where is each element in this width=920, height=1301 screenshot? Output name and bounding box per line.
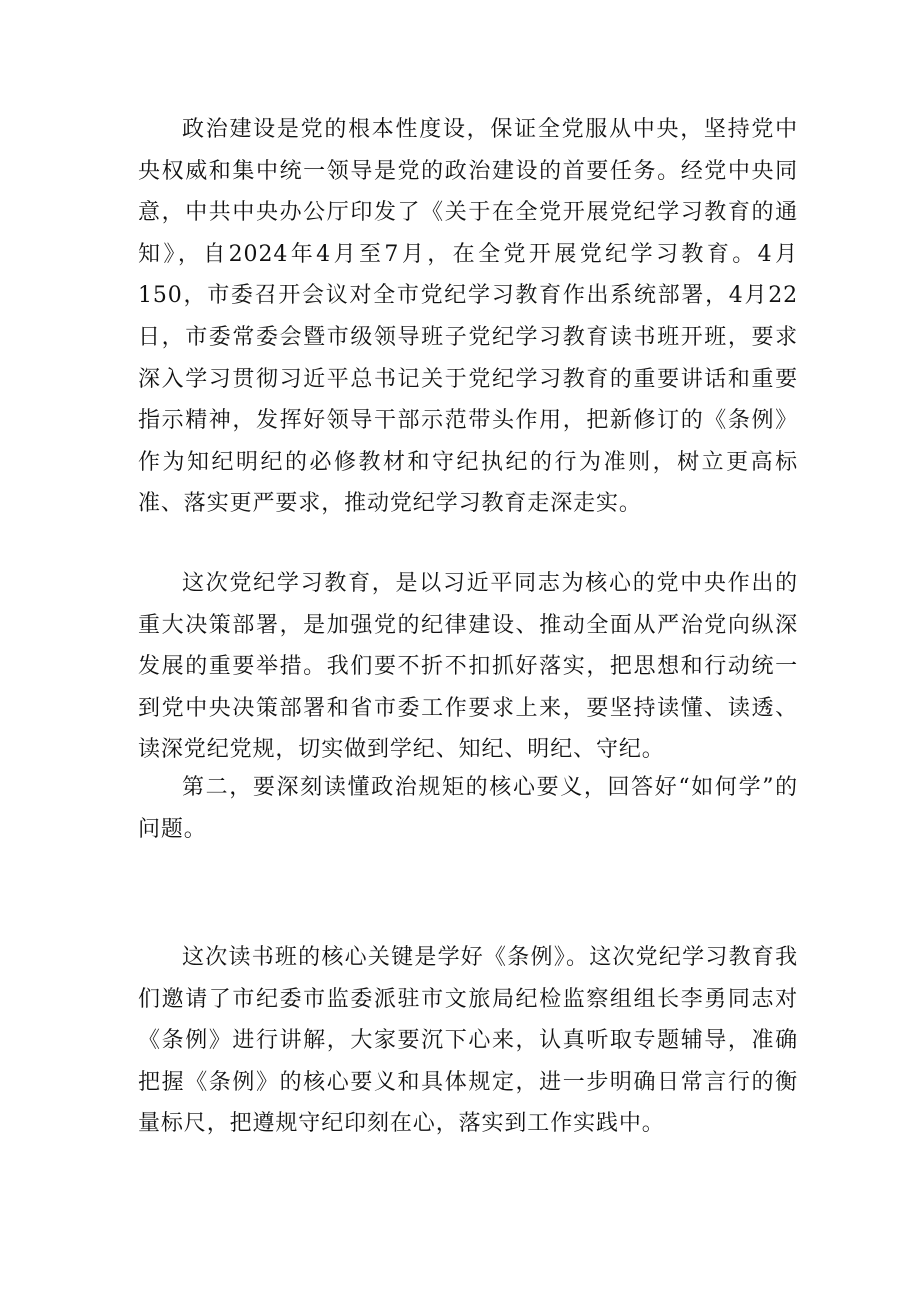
paragraph-4: 这次读书班的核心关键是学好《条例》。这次党纪学习教育我们邀请了市纪委市监委派驻市文旅局纪检监察组组长李勇同志对《条例》进行讲解，大家要沉下心来，认真听取专题辅导，准确把握《条例》的核心要义和具体规定，进一步明确日常言行的衡量标尺，把遵规守纪印刻在心，落实到工作实践中。 [138, 945, 798, 1137]
paragraph-3: 第二，要深刻读懂政治规矩的核心要义，回答好“如何学”的问题。 [138, 775, 798, 842]
paragraph-2: 这次党纪学习教育，是以习近平同志为核心的党中央作出的重大决策部署，是加强党的纪律建设、推动全面从严治党向纵深发展的重要举措。我们要不折不扣抓好落实，把思想和行动统一到党中央决策部署和省市委工作要求上来，要坚持读懂、读透、读深党纪党规，切实做到学纪、知纪、明纪、守纪。 [138, 571, 798, 763]
paragraph-1: 政治建设是党的根本性度设，保证全党服从中央，坚持党中央权威和集中统一领导是党的政治建设的首要任务。经党中央同意，中共中央办公厅印发了《关于在全党开展党纪学习教育的通知》，自2024年4月至7月，在全党开展党纪学习教育。4月150，市委召开会议对全市党纪学习教育作出系统部署，4月22日，市委常委会暨市级领导班子党纪学习教育读书班开班，要求深入学习贯彻习近平总书记关于党纪学习教育的重要讲话和重要指示精神，发挥好领导干部示范带头作用，把新修订的《条例》作为知纪明纪的必修教材和守纪执纪的行为准则，树立更高标准、落实更严要求，推动党纪学习教育走深走实。 [138, 117, 798, 517]
